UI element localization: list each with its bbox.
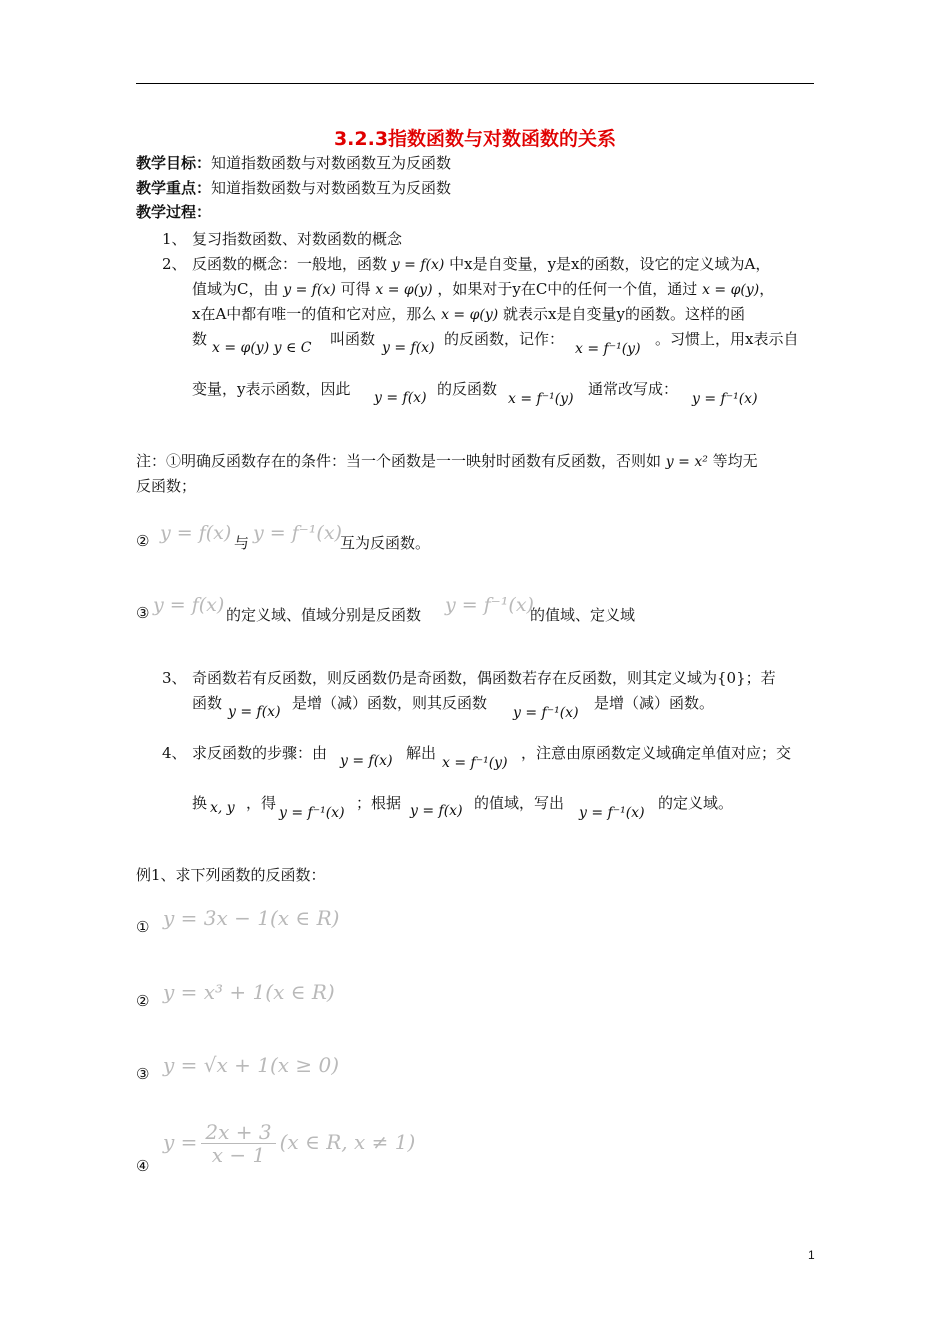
text-run: 变量，y表示函数，因此 — [192, 380, 351, 398]
formula-y-fx: y = f(x) — [228, 704, 281, 720]
example2-mark: ② — [136, 992, 150, 1010]
text-run: ，注意由原函数定义域确定单值对应；交 — [521, 744, 792, 762]
text-run: 中x是自变量，y是x的函数，设它的定义域为A， — [449, 255, 771, 273]
formula-x-finv-y: x = f⁻¹(y) — [575, 341, 641, 357]
item2-line2 — [192, 278, 774, 299]
text-run: 就表示x是自变量y的函数。这样的函 — [503, 305, 745, 323]
text-run: 可得 — [340, 280, 371, 298]
text-run: ，得 — [246, 794, 277, 812]
example-label: 例1、求下列函数的反函数： — [136, 866, 326, 884]
text-run: 数 — [192, 330, 208, 348]
item1-text: 复习指数函数、对数函数的概念 — [192, 230, 403, 248]
text-run: 的定义域。 — [658, 794, 734, 812]
fraction-numerator: 2x + 3 — [201, 1121, 275, 1144]
text-run: 求反函数的步骤：由 — [192, 744, 328, 762]
page-title: 3.2.3指数函数与对数函数的关系 — [333, 128, 617, 150]
text-run: 与 — [234, 534, 250, 552]
formula-faint-y-finv-x: y = f⁻¹(x) — [253, 522, 342, 544]
formula-x-phiy-yinC: x = φ(y) y ∈ C — [212, 340, 312, 356]
fraction-denominator: x − 1 — [211, 1143, 266, 1167]
text-run: 是增（减）函数，则其反函数 — [292, 694, 488, 712]
example4-mark: ④ — [136, 1157, 150, 1175]
formula-lead: y = — [163, 1130, 198, 1154]
formula-y-fx: y = f(x) — [374, 390, 427, 406]
text-run: 的反函数，记作： — [444, 330, 565, 348]
formula-faint-y-fx: y = f(x) — [153, 594, 225, 616]
formula-x-phiy: x = φ(y) — [441, 307, 499, 323]
item2-line3 — [192, 303, 745, 324]
formula-y-fx: y = f(x) — [340, 753, 393, 769]
formula-x-finv-y: x = f⁻¹(y) — [442, 755, 508, 771]
goal-line — [136, 152, 451, 173]
note3-mark: ③ — [136, 604, 150, 622]
note2-mark: ② — [136, 532, 150, 550]
text-run: 函数 — [192, 694, 223, 712]
formula-x-phiy: x = φ(y) — [375, 282, 433, 298]
text-run: 的定义域、值域分别是反函数 — [226, 606, 422, 624]
text-run: ， — [759, 280, 775, 298]
key-text: 知道指数函数与对数函数互为反函数 — [211, 179, 452, 197]
item1-number: 1、 — [162, 230, 187, 248]
formula-condition: (x ∈ R, x ≠ 1) — [279, 1130, 416, 1154]
formula-x-finv-y: x = f⁻¹(y) — [508, 391, 574, 407]
text-run: ；根据 — [356, 794, 402, 812]
item3-line1: 奇函数若有反函数，则反函数仍是奇函数，偶函数若存在反函数，则其定义域为{0}；若 — [192, 669, 776, 687]
example4-formula — [163, 1121, 415, 1166]
formula-y-x2: y = x² — [665, 454, 708, 470]
header-rule — [136, 83, 814, 84]
note1-line1 — [136, 450, 758, 471]
example3-formula: y = √x + 1(x ≥ 0) — [163, 1053, 340, 1077]
item3-number: 3、 — [162, 669, 187, 687]
text-run: 的反函数 — [437, 380, 498, 398]
text-run: 等均无 — [712, 452, 758, 470]
formula-y-fx: y = f(x) — [283, 282, 336, 298]
example1-mark: ① — [136, 918, 150, 936]
item4-number: 4、 — [162, 744, 187, 762]
key-label: 教学重点： — [136, 179, 212, 197]
item2-line4-text — [192, 328, 207, 349]
example1-formula: y = 3x − 1(x ∈ R) — [163, 906, 340, 930]
formula-fraction — [201, 1121, 275, 1166]
text-run: x在A中都有唯一的值和它对应，那么 — [192, 305, 437, 323]
example2-formula: y = x³ + 1(x ∈ R) — [163, 980, 335, 1004]
process-label: 教学过程： — [136, 203, 212, 221]
item2-line1 — [192, 253, 770, 274]
text-run: 解出 — [406, 744, 437, 762]
formula-y-fx: y = f(x) — [410, 803, 463, 819]
goal-text: 知道指数函数与对数函数互为反函数 — [211, 154, 452, 172]
formula-faint-y-finv-x: y = f⁻¹(x) — [445, 594, 534, 616]
formula-y-finv-x: y = f⁻¹(x) — [579, 805, 645, 821]
page-number: 1 — [808, 1248, 815, 1262]
text-run: 反函数的概念：一般地，函数 — [192, 255, 388, 273]
text-run: 互为反函数。 — [340, 534, 431, 552]
text-run: 通常改写成： — [588, 380, 679, 398]
formula-y-fx: y = f(x) — [391, 257, 445, 273]
text-run: 叫函数 — [330, 330, 376, 348]
text-run: 的值域、定义域 — [530, 606, 636, 624]
item2-number: 2、 — [162, 255, 187, 273]
text-run: 换 — [192, 794, 208, 812]
formula-y-finv-x: y = f⁻¹(x) — [279, 805, 345, 821]
text-run: 。习惯上，用x表示自 — [655, 330, 799, 348]
formula-faint-y-fx: y = f(x) — [160, 522, 232, 544]
note1-line2: 反函数； — [136, 477, 197, 495]
key-line — [136, 177, 451, 198]
formula-y-fx: y = f(x) — [382, 340, 435, 356]
text-run: 注：①明确反函数存在的条件：当一个函数是一一映射时函数有反函数，否则如 — [136, 452, 662, 470]
text-run: 值域为C，由 — [192, 280, 279, 298]
text-run: 的值域，写出 — [474, 794, 565, 812]
formula-y-finv-x: y = f⁻¹(x) — [692, 391, 758, 407]
formula-y-finv-x: y = f⁻¹(x) — [513, 705, 579, 721]
formula-x-y: x, y — [210, 800, 235, 816]
text-run: ，如果对于y在C中的任何一个值，通过 — [437, 280, 698, 298]
goal-label: 教学目标： — [136, 154, 212, 172]
formula-x-phiy: x = φ(y) — [702, 282, 760, 298]
example3-mark: ③ — [136, 1065, 150, 1083]
text-run: 是增（减）函数。 — [594, 694, 715, 712]
